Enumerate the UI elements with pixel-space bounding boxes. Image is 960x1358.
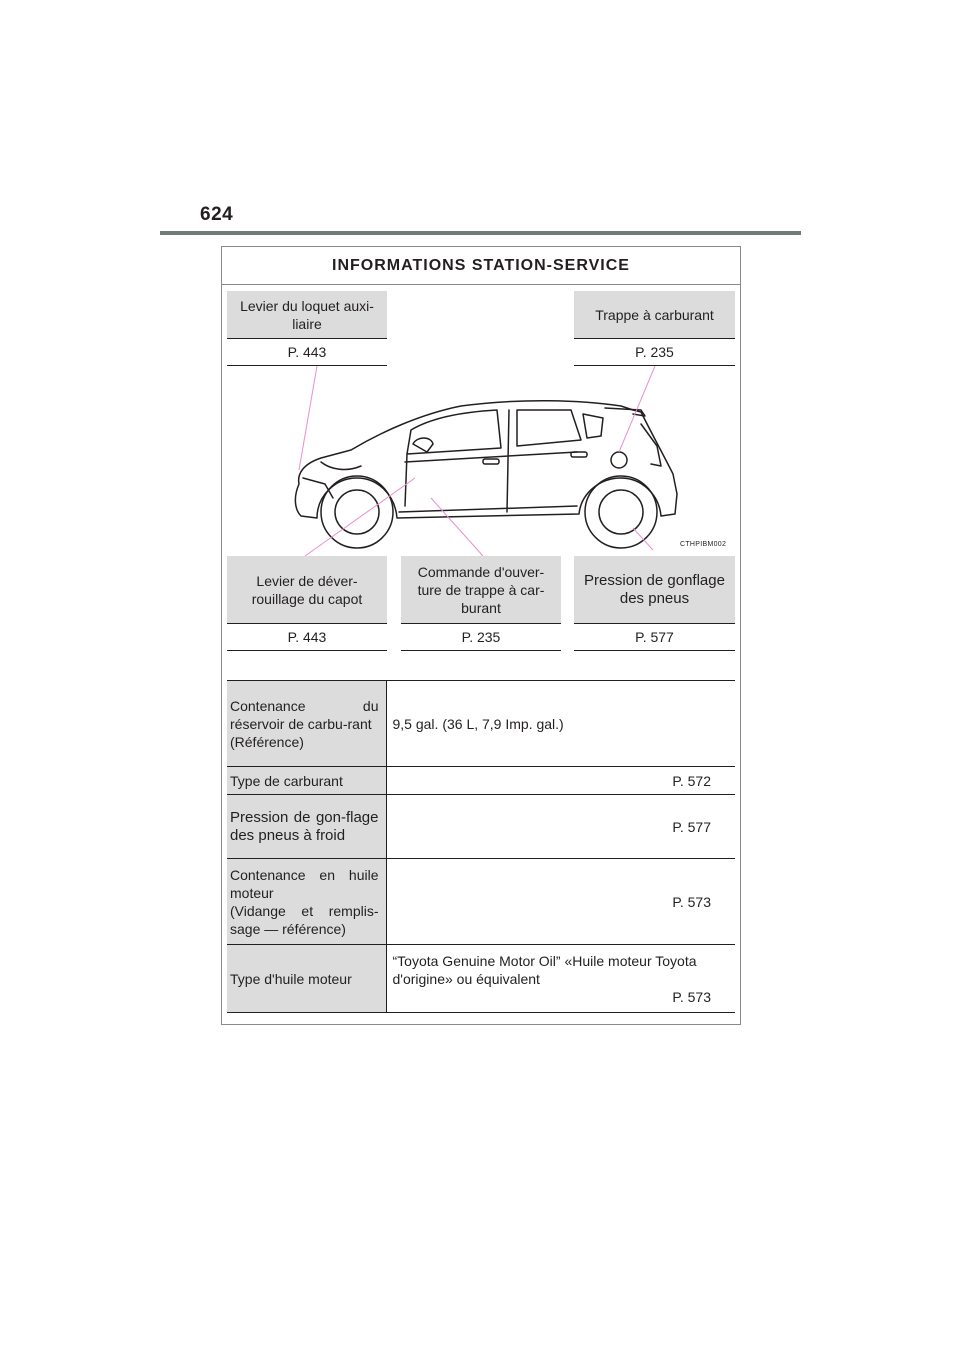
specs-table (227, 680, 735, 1013)
spec-page-ref: P. 577 (672, 818, 711, 835)
table-row (227, 859, 735, 945)
car-illustration (221, 366, 741, 566)
spec-label (227, 681, 386, 767)
spec-value: 9,5 gal. (36 L, 7,9 Imp. gal.) (392, 715, 564, 732)
callout-tire-pressure-ref: P. 577 (574, 623, 735, 651)
spec-label-text: Contenance en huile moteur (230, 866, 379, 901)
spec-label-text: Type d'huile moteur (230, 970, 352, 987)
callout-hood-release-ref: P. 443 (227, 623, 387, 651)
spec-label-text: Type de carburant (230, 772, 343, 789)
table-row (227, 795, 735, 859)
spec-value: “Toyota Genuine Motor Oil” «Huile moteur Toyota d'origine» ou équivalent (392, 952, 697, 987)
spec-label (227, 795, 386, 859)
wheels (321, 476, 657, 548)
page-number: 624 (200, 204, 234, 225)
callout-leader-lines (299, 366, 655, 556)
header-rule (160, 231, 801, 235)
spec-page-ref: P. 573 (672, 893, 711, 910)
spec-label (227, 767, 386, 795)
callout-fuel-door-ref: P. 235 (574, 338, 735, 366)
spec-label-text: Contenance du réservoir de carbu-rant (230, 697, 379, 732)
spec-value-cell (386, 859, 735, 945)
spec-label-note: (Référence) (230, 733, 304, 750)
table-row (227, 767, 735, 795)
section-title: INFORMATIONS STATION-SERVICE (222, 247, 740, 285)
callout-aux-latch-label: Levier du loquet auxi- liaire (227, 291, 387, 338)
spec-page-ref: P. 573 (672, 988, 711, 1005)
table-row (227, 945, 735, 1013)
callout-hood-release-label: Levier de déver- rouillage du capot (227, 556, 387, 623)
car-body (295, 401, 677, 518)
callout-tire-pressure-label: Pression de gonflage des pneus (574, 556, 735, 623)
callout-fuel-door-opener-ref: P. 235 (401, 623, 561, 651)
callout-fuel-door-opener-label: Commande d'ouver- ture de trappe à car- burant (401, 556, 561, 623)
table-row (227, 681, 735, 767)
spec-page-ref: P. 572 (672, 772, 711, 789)
spec-label-text: Pression de gon-flage des pneus à froid (230, 808, 379, 844)
figure-code: CTHPIBM002 (680, 541, 727, 548)
callout-fuel-door-label: Trappe à carburant (574, 291, 735, 338)
spec-label (227, 859, 386, 945)
spec-value-cell (386, 795, 735, 859)
spec-label-note: (Vidange et remplis-sage — référence) (230, 902, 379, 937)
spec-value-cell (386, 681, 735, 767)
spec-label (227, 945, 386, 1013)
spec-value-cell (386, 767, 735, 795)
spec-value-cell (386, 945, 735, 1013)
callout-aux-latch-ref: P. 443 (227, 338, 387, 366)
